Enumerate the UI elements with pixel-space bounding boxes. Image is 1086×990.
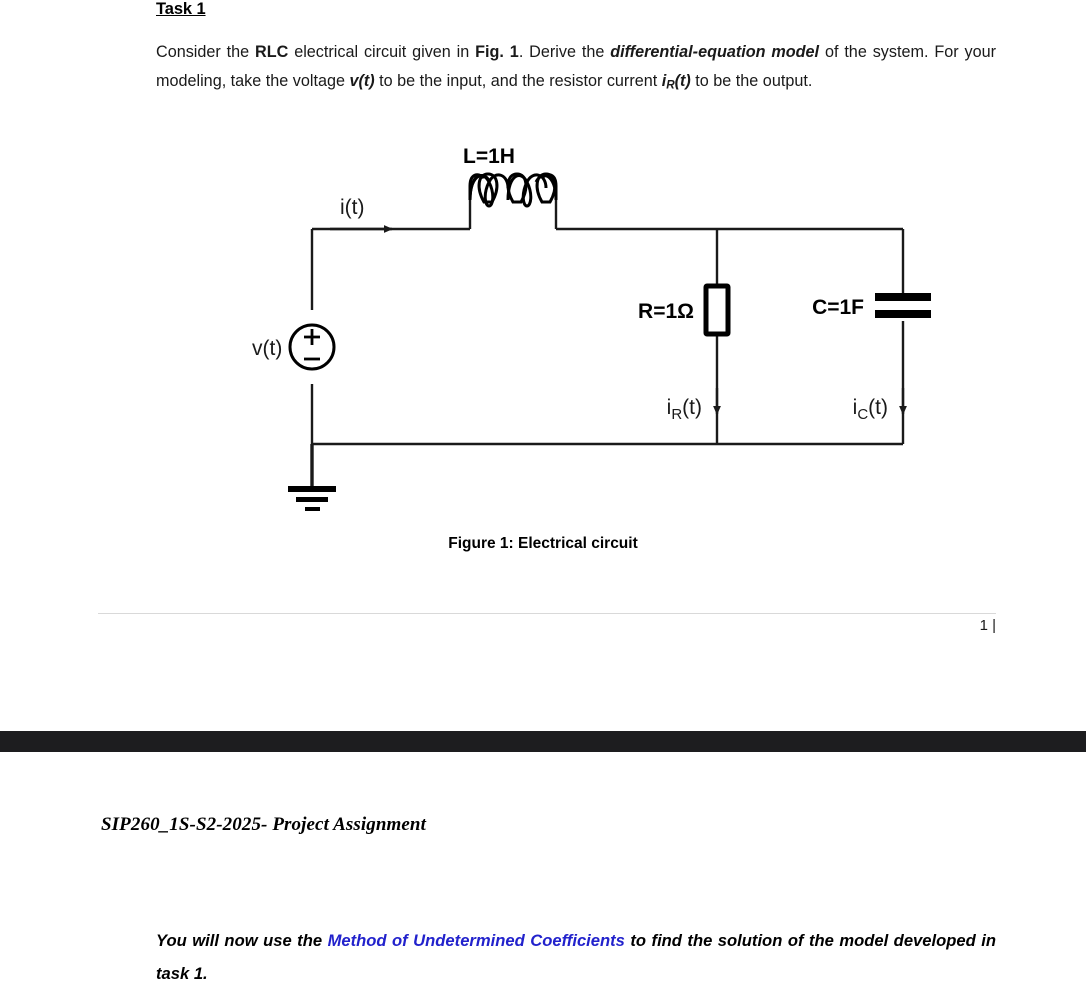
resistor-symbol (706, 286, 728, 334)
paragraph-segment: to be the output. (690, 72, 813, 90)
inductor-symbol (470, 174, 556, 206)
ground-bar-1 (288, 486, 336, 492)
paragraph-segment: electrical circuit given in (288, 43, 476, 61)
paragraph-segment-emphasis: differential-equation model (610, 43, 820, 61)
voltage-source-label: v(t) (252, 337, 283, 360)
document-header: SIP260_1S-S2-2025- Project Assignment (101, 814, 426, 835)
ground-icon (288, 486, 336, 511)
circuit-wires (312, 200, 903, 488)
ground-bar-3 (305, 507, 320, 511)
paragraph-segment-emphasis (662, 72, 691, 90)
paragraph-segment-bold: RLC (255, 43, 289, 61)
task-paragraph (156, 38, 996, 100)
capacitor-plate-bottom (875, 310, 931, 318)
capacitor-label: C=1F (812, 296, 864, 319)
variable-subscript: R (671, 406, 683, 423)
variable-base: i (852, 396, 858, 419)
variable-tail: (t) (868, 396, 888, 419)
inductor-label: L=1H (463, 145, 515, 168)
capacitor-current-label (853, 396, 888, 423)
variable-subscript: C (857, 406, 869, 423)
variable-tail: (t) (674, 72, 691, 90)
page-two-paragraph (156, 924, 996, 990)
paragraph-segment: to be the input, and the resistor current (374, 72, 662, 90)
paragraph-segment: You will now use the (156, 931, 328, 950)
resistor-label: R=1Ω (638, 300, 694, 323)
page-break-band (0, 731, 1086, 752)
document-page-2 (0, 752, 1086, 989)
variable-base: i (661, 72, 667, 90)
capacitor-plate-top (875, 293, 931, 301)
ground-bar-2 (296, 497, 328, 502)
resistor-current-label (667, 396, 702, 423)
circuit-svg (0, 130, 1086, 530)
voltage-source-symbol (290, 325, 334, 369)
paragraph-segment-accent: Method of Undetermined Coefficients (327, 931, 625, 950)
page-number: 1 | (979, 617, 996, 634)
paragraph-segment: Consider the (156, 43, 256, 61)
circuit-diagram (0, 130, 1086, 530)
capacitor-symbol (875, 293, 931, 318)
variable-subscript: R (666, 78, 675, 92)
variable-tail: (t) (682, 396, 702, 419)
current-label-i: i(t) (340, 196, 365, 219)
paragraph-segment: . Derive the (518, 43, 611, 61)
task-heading: Task 1 (156, 0, 206, 18)
paragraph-segment-emphasis: v(t) (349, 72, 375, 90)
figure-caption: Figure 1: Electrical circuit (448, 535, 638, 552)
paragraph-segment-bold: Fig. 1 (475, 43, 519, 61)
paragraph-segment: to find the solution of the model developed in task 1. (156, 931, 996, 983)
variable-base: i (666, 396, 672, 419)
paragraph-segment: of the system. For your modeling, take the voltage (156, 43, 996, 90)
footer-divider (98, 613, 996, 614)
